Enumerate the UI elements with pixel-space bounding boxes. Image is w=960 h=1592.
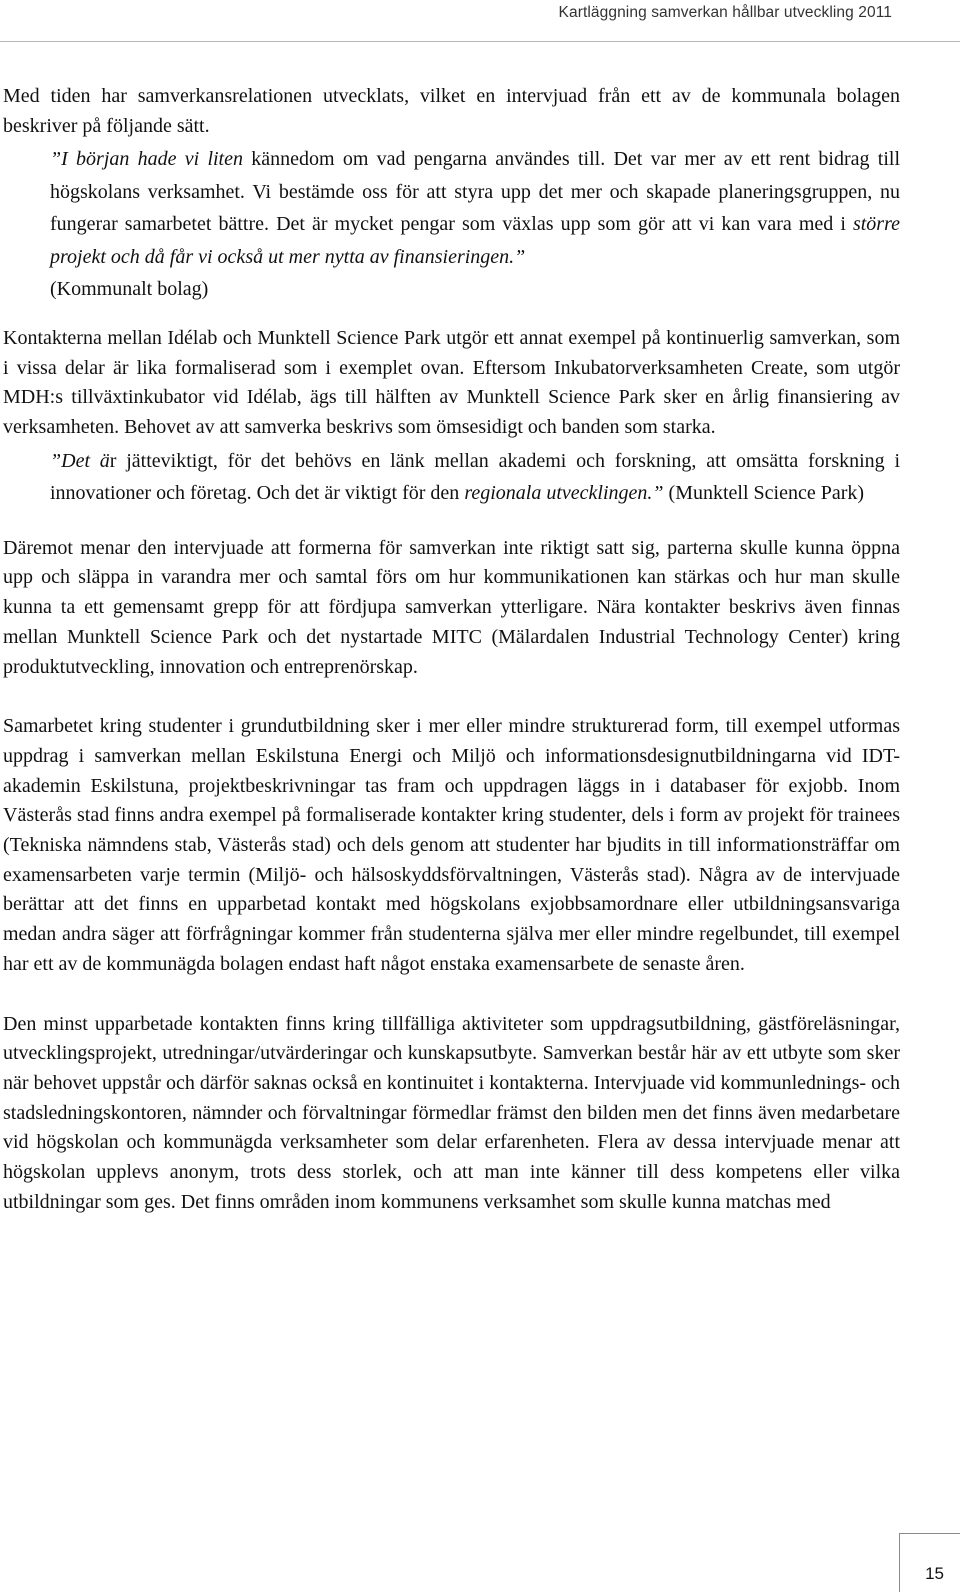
page-body bbox=[3, 82, 900, 1217]
quote-munktell bbox=[50, 445, 900, 510]
paragraph-spacer bbox=[3, 306, 900, 324]
quote-body: r jätteviktigt, för det behövs en länk mellan akademi och forskning, att omsätta forskning i innovationer och företag. Och det är viktigt för den bbox=[50, 449, 901, 505]
paragraph-spacer bbox=[3, 682, 900, 712]
quote-body: kännedom om vad pengarna användes till. Det var mer av ett rent bidrag till högskolans verksamhet. Vi bestämde oss för att styra upp det mer och skapade planeringsgruppen, nu fungerar samarbetet bättre. Det är mycket pengar som växlas upp som gör att vi kan vara med i bbox=[50, 148, 901, 236]
page-number: 15 bbox=[925, 1564, 944, 1583]
quote-italic-start: ”Det ä bbox=[50, 449, 110, 472]
quote-italic-end: regionala utvecklingen.” bbox=[464, 482, 664, 505]
quote-attribution: (Kommunalt bolag) bbox=[50, 278, 209, 301]
paragraph-tillfalliga-aktiviteter: Den minst upparbetade kontakten finns kring tillfälliga aktiviteter som uppdragsutbildning, gästföreläsningar, utvecklingsprojekt, utredningar/utvärderingar och kunskapsutbyte. Samverkan består här av ett utbyte som sker när behovet uppstår och därför saknas också en kontinuitet i kontakterna. Intervjuade vid kommunlednings- och stadsledningskontoren, nämnder och förvaltningar förmedlar främst den bilden men det finns även medarbetare vid högskolan och kommunägda verksamheter som delar erfarenheten. Flera av dessa intervjuade menar att högskolan upplevs anonym, trots dess storlek, och att man inte känner till dess kompetens eller vilka utbildningar som ges. Det finns områden inom kommunens verksamhet som skulle kunna matchas med bbox=[3, 1012, 900, 1213]
paragraph-spacer bbox=[3, 510, 900, 534]
quote-italic-end: större projekt och då får vi också ut mer nytta av finansieringen.” bbox=[50, 213, 900, 268]
quote-kommunalt-bolag bbox=[50, 143, 900, 306]
quote-italic-start: ”I början hade vi liten bbox=[50, 148, 243, 171]
paragraph-idelab-munktell: Kontakterna mellan Idélab och Munktell Science Park utgör ett annat exempel på kontinuerlig samverkan, som i vissa delar är lika formaliserad som i exemplet ovan. Eftersom Inkubatorverksamheten Create, som utgör MDH:s tillväxtinkubator vid Idélab, ägs till hälften av Munktell Science Park sker en årlig finansiering av verksamheten. Behovet av att samverka beskrivs som ömsesidigt och banden som starka. bbox=[3, 326, 900, 439]
quote-attribution: (Munktell Science Park) bbox=[663, 482, 865, 505]
header-rule bbox=[0, 41, 960, 42]
paragraph-spacer bbox=[3, 980, 900, 1010]
paragraph-intro: Med tiden har samverkansrelationen utvecklats, vilket en intervjuad från ett av de kommunala bolagen beskriver på följande sätt. bbox=[3, 85, 900, 137]
running-header: Kartläggning samverkan hållbar utveckling 2011 bbox=[558, 4, 892, 21]
paragraph-studenter: Samarbetet kring studenter i grundutbildning sker i mer eller mindre strukturerad form, till exempel utformas uppdrag i samverkan mellan Eskilstuna Energi och Miljö och informationsdesignutbildningarna vid IDT-akademin Eskilstuna, projektbeskrivningar tas fram och uppdragen läggs in i databaser för exjobb. Inom Västerås stad finns andra exempel på formaliserade kontakter kring studenter, dels i form av projekt för trainees (Tekniska nämndens stab, Västerås stad) och dels genom att studenter har bjudits in till informationsträffar om examensarbeten varje termin (Miljö- och hälsoskyddsförvaltningen, Västerås stad). Några av de intervjuade berättar att det finns en upparbetad kontakt med högskolans exjobbsamordnare eller utbildningsansvariga medan andra säger att förfrågningar kommer från studenterna själva mer eller mindre regelbundet, till exempel har ett av de kommunägda bolagen endast haft något enstaka examensarbete de senaste åren. bbox=[3, 715, 900, 975]
paragraph-formerna: Däremot menar den intervjuade att formerna för samverkan inte riktigt satt sig, parterna skulle kunna öppna upp och släppa in varandra mer och samtal förs om hur kommunikationen kan stärkas och hur man skulle kunna ta ett gemensamt grepp för att fördjupa samverkan ytterligare. Nära kontakter beskrivs även finnas mellan Munktell Science Park och det nystartade MITC (Mälardalen Industrial Technology Center) kring produktutveckling, innovation och entreprenörskap. bbox=[3, 536, 900, 678]
